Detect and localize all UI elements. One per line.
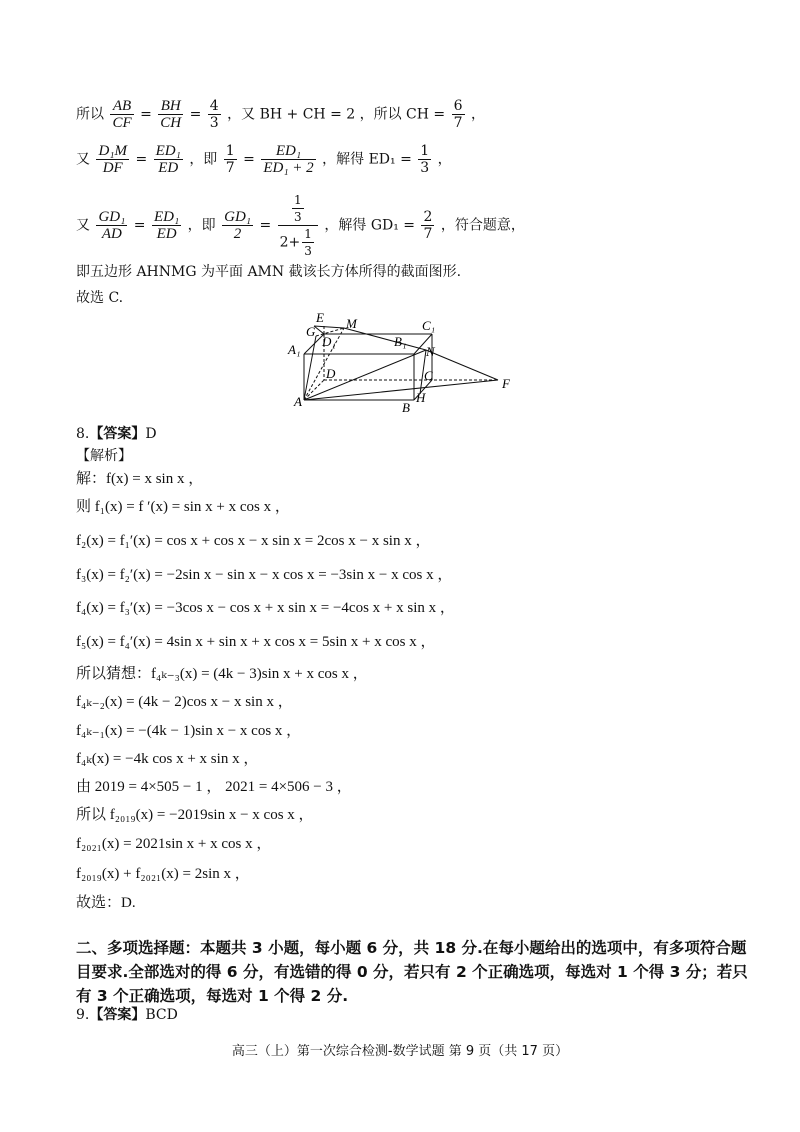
fraction: $\frac{\text{GD₁}}{2}$ [224,209,251,242]
fraction: $\frac{\text{ED₁}}{ED}$ [153,209,180,242]
fraction: $\frac{2}{7}$ [423,209,433,242]
fraction: $\frac{1}{3}$ [420,143,430,176]
q8-line: f₄ₖ₋₁(x) = −(4k − 1)sin x − x cos x ， [76,723,302,739]
q8-line: f₄ₖ₋₂(x) = (4k − 2)cos x − x sin x ， [76,694,293,710]
label-D1: D₁ [322,334,336,349]
label-G: G [306,324,316,339]
label-A: A [294,394,302,409]
fraction: $\frac{6}{7}$ [453,98,463,131]
fraction: $\frac{AB}{CF}$ [112,98,132,131]
fraction: $\frac{4}{3}$ [209,98,219,131]
solution-line-2: 又 $\frac{\text{D₁M}}{DF}$ = $\frac{\text{ED₁}}{ED}$ ，即 $\frac{1}{7}$ = $\frac{\text{ED₁}}{\text{ED₁ + 2}}$ ，解得 ED₁ = $\frac{1}{3}$ ， [76,143,452,176]
label-M: M [346,316,357,331]
page-footer: 高三（上）第一次综合检测-数学试题 第 9 页（共 17 页） [231,1044,569,1059]
label-B1: B₁ [394,334,407,349]
fraction: $\frac{BH}{CH}$ [160,98,182,131]
q8-line: 所以 f₂₀₁₉(x) = −2019sin x − x cos x ， [76,807,314,823]
q8-line: 解：f(x) = x sin x ， [76,471,204,487]
q8-line: 所以猜想：f₄ₖ₋₃(x) = (4k − 3)sin x + x cos x ， [76,666,368,682]
cuboid-figure [280,308,520,420]
q8-line: f₄(x) = f₃′(x) = −3cos x − cos x + x sin x = −4cos x + x sin x ， [76,600,455,616]
q8-analysis-tag: 【解析】 [76,448,132,464]
fraction: $\frac{\text{ED₁}}{ED}$ [155,143,181,176]
label-H: H [416,390,426,405]
q9-answer-line: 9.【答案】BCD [76,1007,178,1023]
q8-answer-line: 8.【答案】D [76,426,157,442]
label-F: F [502,376,510,391]
label-E: E [316,310,324,325]
label-B: B [402,400,410,415]
q8-line: 由 2019 = 4×505 − 1 ， 2021 = 4×506 − 3 ， [76,779,352,795]
solution-line-1: 所以 $\frac{AB}{CF}$ = $\frac{BH}{CH}$ = $\frac{4}{3}$ ，又 BH + CH = 2 ，所以 CH = $\frac{6}{7}$ ， [76,98,485,131]
label-C: C [424,368,433,383]
fraction: $\frac{1}{7}$ [225,143,235,176]
section-heading: 二、多项选择题：本题共 3 小题，每小题 6 分，共 18 分.在每小题给出的选项中，有多项符合题目要求.全部选对的得 6 分，有选错的得 0 分，若只有 2 个正确选项，每选对 1 个得 3 分；若只有 3 个正确选项，每选对 1 个得 2 分. [76,939,748,1005]
label-D: D [326,366,336,381]
solution-line-4: 即五边形 AHNMG 为平面 AMN 截该长方体所得的截面图形. [76,264,462,280]
q8-line: f₄ₖ(x) = −4k cos x + x sin x ， [76,751,259,767]
complex-fraction: $\frac{1}{3}$ 2+ $\frac{1}{3}$ [278,192,318,259]
label-A1: A₁ [288,342,301,357]
q8-line: f₂₀₂₁(x) = 2021sin x + x cos x ， [76,836,272,852]
solution-line-3: 又 $\frac{\text{GD₁}}{AD}$ = $\frac{\text{ED₁}}{ED}$ ，即 $\frac{\text{GD₁}}{2}$ = $\frac{1}{3}$ 2+ $\frac{1}{3}$ ，解得 GD₁ = $\frac{2}{7}$ ，符合题意， [76,193,525,258]
label-N: N [426,344,435,359]
q8-line: 故选：D. [76,895,136,911]
q8-line: f₅(x) = f₄′(x) = 4sin x + sin x + x cos x = 5sin x + x cos x ， [76,634,436,650]
q8-line: f₃(x) = f₂′(x) = −2sin x − sin x − x cos x = −3sin x − x cos x ， [76,567,453,583]
fraction: $\frac{\text{D₁M}}{DF}$ [98,143,127,176]
q8-line: f₂₀₁₉(x) + f₂₀₂₁(x) = 2sin x ， [76,866,250,882]
label-C1: C₁ [422,318,436,333]
fraction: $\frac{\text{GD₁}}{AD}$ [98,209,126,242]
q8-line: f₂(x) = f₁′(x) = cos x + cos x − x sin x = 2cos x − x sin x ， [76,533,431,549]
q8-line: 则 f₁(x) = f ′(x) = sin x + x cos x ， [76,499,290,515]
fraction: $\frac{\text{ED₁}}{\text{ED₁ + 2}}$ [263,143,314,176]
solution-line-5: 故选 C. [76,290,124,306]
